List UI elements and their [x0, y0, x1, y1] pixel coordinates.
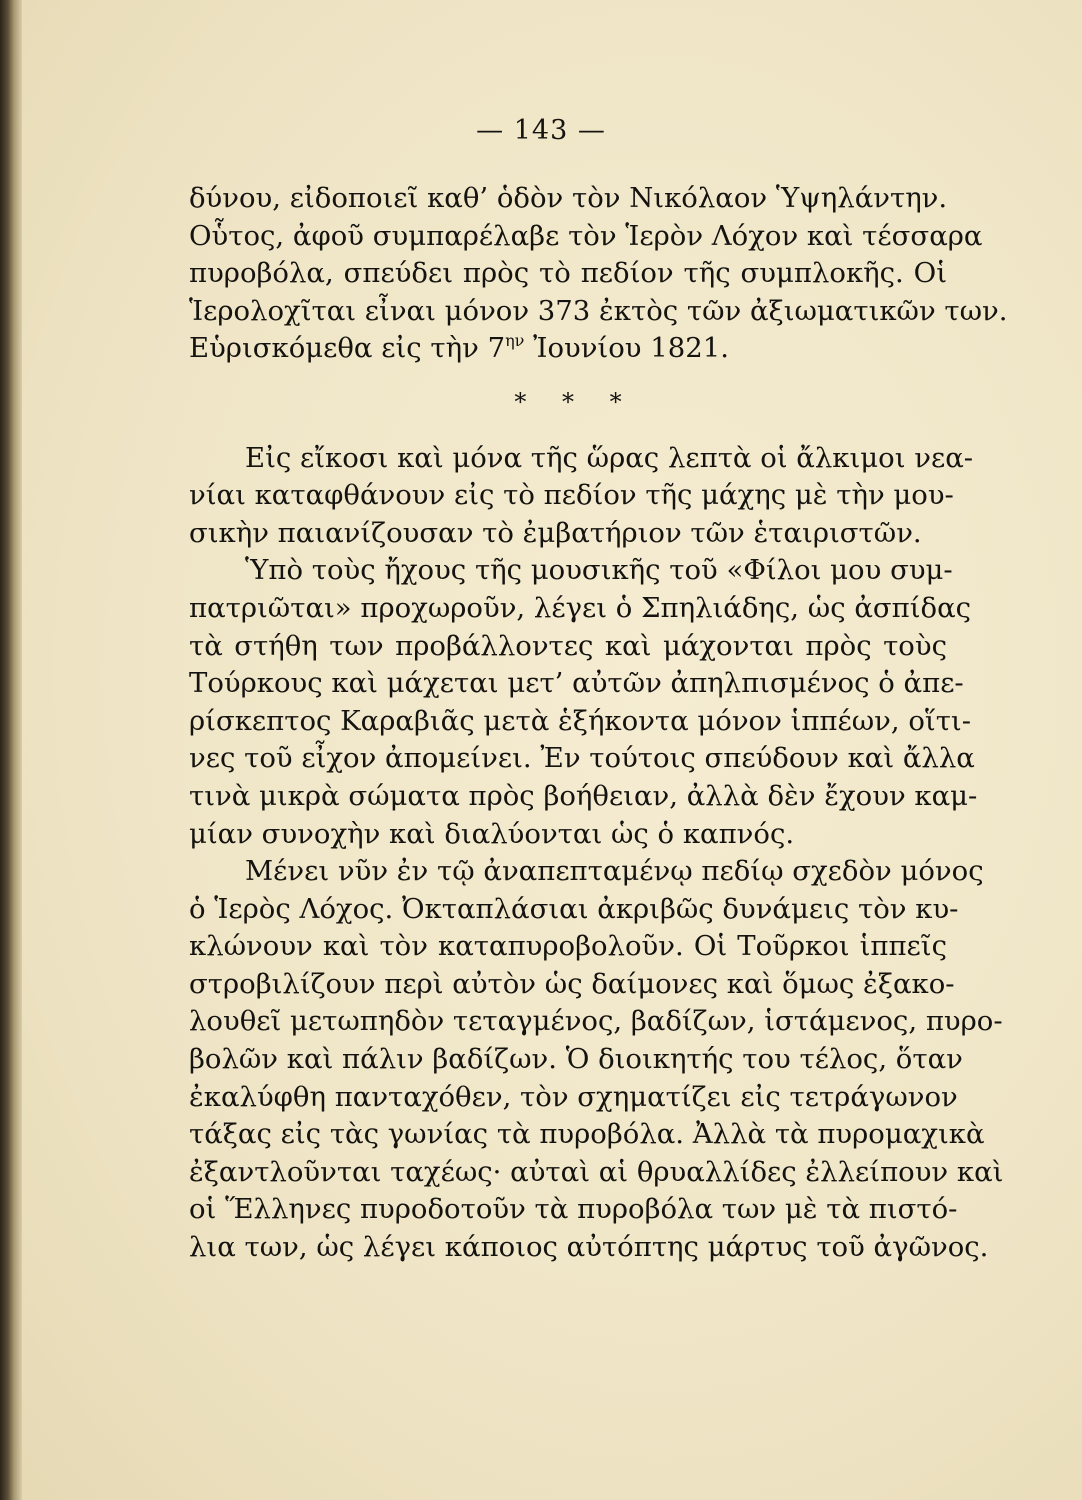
paragraph-3	[189, 552, 978, 853]
text-line: μίαν συνοχὴν καὶ διαλύονται ὡς ὁ καπνός.	[189, 817, 795, 850]
text-line: λουθεῖ μετωπηδὸν τεταγμένος, βαδίζων, ἱστάμενος, πυρο-	[189, 1005, 1003, 1038]
text-line: πατριῶται» προχωροῦν, λέγει ὁ Σπηλιάδης, ὡς ἀσπίδας	[189, 591, 972, 624]
text-line: τὰ στήθη των προβάλλοντες καὶ μάχονται πρὸς τοὺς	[189, 629, 947, 662]
date-superscript: ην	[505, 331, 525, 351]
text-line: ἐκαλύφθη πανταχόθεν, τὸν σχηματίζει εἰς τετράγωνον	[189, 1080, 958, 1113]
text-line: ἐξαντλοῦνται ταχέως· αὐταὶ αἱ θρυαλλίδες ἐλλείπουν καὶ	[189, 1155, 1004, 1188]
section-separator: * * *	[514, 387, 636, 416]
text-line: βολῶν καὶ πάλιν βαδίζων. Ὁ διοικητής του τέλος, ὅταν	[189, 1043, 963, 1076]
text-line: οἱ Ἕλληνες πυροδοτοῦν τὰ πυροβόλα των μὲ τὰ πιστό-	[189, 1193, 958, 1226]
paragraph-4	[189, 853, 1004, 1267]
text-line: ρίσκεπτος Καραβιᾶς μετὰ ἑξήκοντα μόνον ἱππέων, οἵτι-	[189, 704, 971, 737]
text-line: τινὰ μικρὰ σώματα πρὸς βοήθειαν, ἀλλὰ δὲν ἔχουν καμ-	[189, 779, 978, 812]
paragraph-2	[189, 440, 974, 553]
book-spine-edge	[0, 0, 22, 1500]
text-line: σικὴν παιανίζουσαν τὸ ἐμβατήριον τῶν ἑταιριστῶν.	[189, 516, 922, 549]
text-line: Μένει νῦν ἐν τῷ ἀναπεπταμένῳ πεδίῳ σχεδὸν μόνος	[245, 855, 984, 888]
text-line: στροβιλίζουν περὶ αὐτὸν ὡς δαίμονες καὶ ὅμως ἐξακο-	[189, 967, 955, 1000]
date-text-end: Ἰουνίου 1821.	[524, 332, 729, 365]
body-text	[189, 180, 1008, 1267]
text-line: Ὑπὸ τοὺς ἤχους τῆς μουσικῆς τοῦ «Φίλοι μου συμ-	[245, 554, 953, 587]
text-line: Τούρκους καὶ μάχεται μετ’ αὐτῶν ἀπηλπισμένος ὁ ἀπε-	[189, 667, 964, 700]
text-line: Εἰς εἴκοσι καὶ μόνα τῆς ὥρας λεπτὰ οἱ ἄλκιμοι νεα-	[245, 441, 974, 474]
text-line: δύνου, εἰδοποιεῖ καθ’ ὁδὸν τὸν Νικόλαον Ὑψηλάντην.	[189, 182, 948, 214]
paragraph-1	[189, 180, 1008, 368]
text-line: κλώνουν καὶ τὸν καταπυροβολοῦν. Οἱ Τοῦρκοι ἱππεῖς	[189, 930, 947, 963]
text-line: ὁ Ἱερὸς Λόχος. Ὀκταπλάσιαι ἀκριβῶς δυνάμεις τὸν κυ-	[189, 892, 959, 925]
text-line: νες τοῦ εἶχον ἀπομείνει. Ἐν τούτοις σπεύδουν καὶ ἄλλα	[189, 742, 975, 775]
text-line: Οὗτος, ἀφοῦ συμπαρέλαβε τὸν Ἱερὸν Λόχον καὶ τέσσαρα	[189, 219, 983, 252]
page-number: — 143 —	[476, 115, 606, 146]
text-line-date	[189, 330, 947, 368]
text-line: Ἱερολοχῖται εἶναι μόνον 373 ἐκτὸς τῶν ἀξιωματικῶν των.	[189, 294, 1008, 327]
text-line: πυροβόλα, σπεύδει πρὸς τὸ πεδίον τῆς συμπλοκῆς. Οἱ	[189, 257, 947, 290]
text-line: νίαι καταφθάνουν εἰς τὸ πεδίον τῆς μάχης μὲ τὴν μου-	[189, 479, 954, 512]
date-text-start: Εὑρισκόμεθα εἰς τὴν 7	[189, 332, 506, 365]
text-line: λια των, ὡς λέγει κάποιος αὐτόπτης μάρτυς τοῦ ἀγῶνος.	[189, 1231, 989, 1264]
text-line: τάξας εἰς τὰς γωνίας τὰ πυροβόλα. Ἀλλὰ τὰ πυρομαχικὰ	[189, 1118, 985, 1151]
